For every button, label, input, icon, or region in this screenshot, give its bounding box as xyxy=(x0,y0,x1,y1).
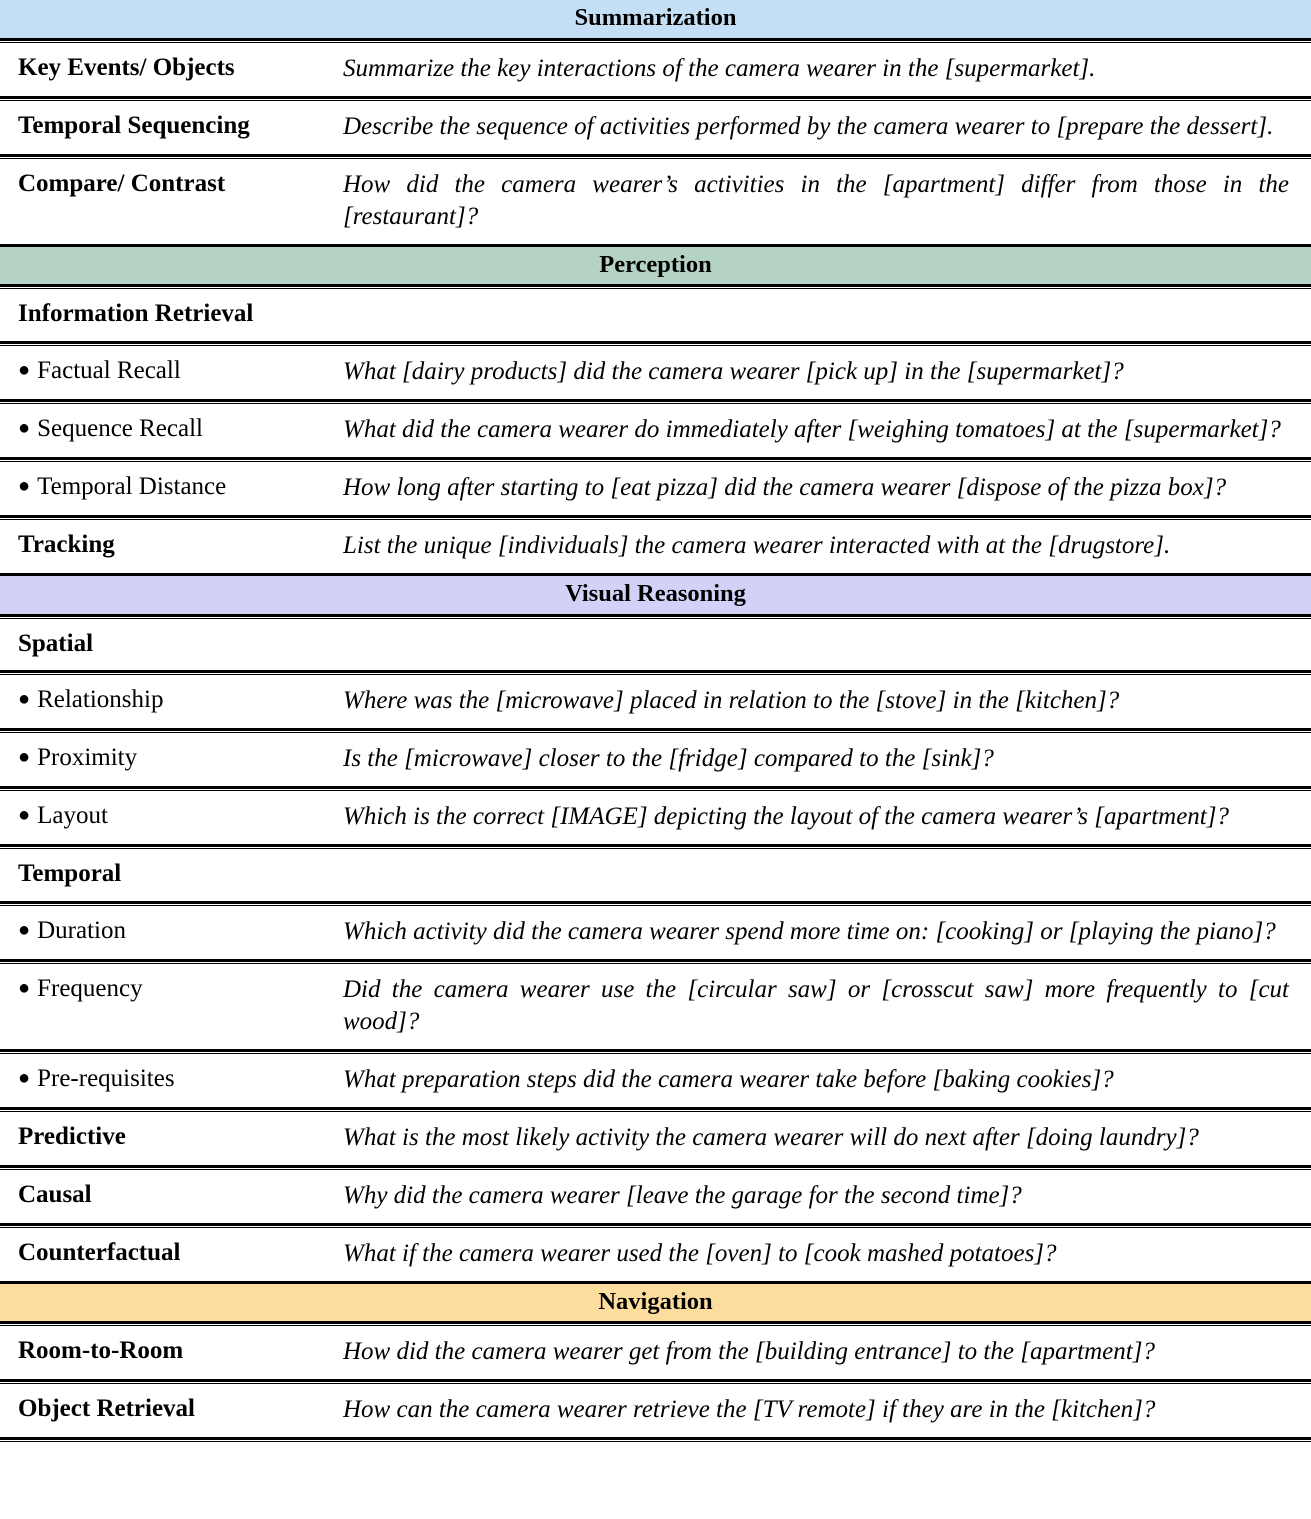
example-question-text: How did the camera wearer get from the [building entrance] to the [apartment]? xyxy=(343,1338,1155,1366)
bullet-icon: ● xyxy=(18,688,31,711)
question-type-text: Object Retrieval xyxy=(18,1395,196,1423)
table-row xyxy=(0,1171,1311,1223)
example-question-text: What preparation steps did the camera wearer take before [baking cookies]? xyxy=(343,1065,1114,1093)
section-title: Summarization xyxy=(0,0,1311,38)
question-type-text: Compare/ Contrast xyxy=(18,169,226,197)
question-type-label xyxy=(0,792,343,844)
table-row xyxy=(0,405,1311,457)
bullet-icon: ● xyxy=(18,358,31,381)
question-type-label xyxy=(0,521,343,573)
example-question-text: What is the most likely activity the camera wearer will do next after [doing laundry]? xyxy=(343,1123,1199,1151)
question-type-text: Sequence Recall xyxy=(37,414,203,442)
table-bottom-rule xyxy=(0,1437,1311,1443)
question-type-text: Relationship xyxy=(37,686,164,714)
question-type-text: Spatial xyxy=(18,629,94,657)
example-question-text: What [dairy products] did the camera wearer [pick up] in the [supermarket]? xyxy=(343,357,1124,385)
table-row xyxy=(0,463,1311,515)
question-type-text: Frequency xyxy=(37,974,143,1002)
question-type-label xyxy=(0,965,343,1049)
example-question xyxy=(343,160,1311,244)
question-type-label xyxy=(0,1229,343,1281)
example-question xyxy=(343,1055,1311,1107)
section-title: Visual Reasoning xyxy=(0,576,1311,614)
table-row xyxy=(0,44,1311,96)
example-question xyxy=(343,521,1311,573)
question-type-text: Temporal Distance xyxy=(37,472,227,500)
example-question-text: Which activity did the camera wearer spend more time on: [cooking] or [playing the piano]? xyxy=(343,917,1276,945)
example-question-text: How can the camera wearer retrieve the [TV remote] if they are in the [kitchen]? xyxy=(343,1396,1156,1424)
question-type-text: Factual Recall xyxy=(37,356,181,384)
table-row xyxy=(0,676,1311,728)
example-question-text: Why did the camera wearer [leave the garage for the second time]? xyxy=(343,1181,1022,1209)
question-type-text: Proximity xyxy=(37,744,138,772)
question-type-text: Tracking xyxy=(18,530,115,558)
example-question xyxy=(343,792,1311,844)
question-type-text: Duration xyxy=(37,916,126,944)
section-header-visual-reasoning xyxy=(0,576,1311,614)
question-type-text: Key Events/ Objects xyxy=(18,53,235,81)
example-question-text: Is the [microwave] closer to the [fridge] compared to the [sink]? xyxy=(343,745,994,773)
example-question-text: List the unique [individuals] the camera wearer interacted with at the [drugstore]. xyxy=(343,531,1171,559)
question-type-label xyxy=(0,1385,343,1437)
section-header-navigation xyxy=(0,1284,1311,1322)
question-type-label xyxy=(0,405,343,457)
section-header-summarization xyxy=(0,0,1311,38)
table-row xyxy=(0,1327,1311,1379)
question-type-label xyxy=(0,676,343,728)
question-type-text: Layout xyxy=(37,802,108,830)
bullet-icon: ● xyxy=(18,746,31,769)
question-type-label xyxy=(0,620,343,671)
example-question xyxy=(343,620,1311,671)
example-question xyxy=(343,290,1311,341)
table-row xyxy=(0,160,1311,244)
question-type-label xyxy=(0,907,343,959)
question-type-label xyxy=(0,734,343,786)
bullet-icon: ● xyxy=(18,1066,31,1089)
table-row xyxy=(0,102,1311,154)
bullet-icon: ● xyxy=(18,416,31,439)
question-type-label xyxy=(0,102,343,154)
question-type-label xyxy=(0,347,343,399)
question-type-text: Pre-requisites xyxy=(37,1064,175,1092)
question-type-label xyxy=(0,1113,343,1165)
question-type-text: Predictive xyxy=(18,1122,126,1150)
question-type-label xyxy=(0,1055,343,1107)
example-question-text: How long after starting to [eat pizza] did the camera wearer [dispose of the pizza box]? xyxy=(343,473,1227,501)
example-question xyxy=(343,1229,1311,1281)
question-type-label xyxy=(0,1327,343,1379)
table-row xyxy=(0,1385,1311,1437)
question-type-text: Temporal xyxy=(18,860,122,888)
example-question-text: Which is the correct [IMAGE] depicting the layout of the camera wearer’s [apartment]? xyxy=(343,803,1229,831)
group-heading-row xyxy=(0,290,1311,341)
example-question-text: Did the camera wearer use the [circular saw] or [crosscut saw] more frequently to [cut wood]? xyxy=(343,975,1289,1035)
example-question xyxy=(343,347,1311,399)
question-type-text: Causal xyxy=(18,1180,92,1208)
question-type-label xyxy=(0,850,343,901)
example-question xyxy=(343,734,1311,786)
table-row xyxy=(0,521,1311,573)
bullet-icon: ● xyxy=(18,474,31,497)
example-question xyxy=(343,1113,1311,1165)
question-type-label xyxy=(0,44,343,96)
table-row xyxy=(0,792,1311,844)
question-type-label xyxy=(0,160,343,244)
question-type-text: Counterfactual xyxy=(18,1238,181,1266)
question-type-label xyxy=(0,463,343,515)
question-type-text: Room-to-Room xyxy=(18,1337,184,1365)
question-type-text: Temporal Sequencing xyxy=(18,111,250,139)
example-question xyxy=(343,1327,1311,1379)
example-question xyxy=(343,1171,1311,1223)
section-header-perception xyxy=(0,247,1311,285)
section-title: Perception xyxy=(0,247,1311,285)
example-question xyxy=(343,405,1311,457)
bullet-icon: ● xyxy=(18,804,31,827)
table-row xyxy=(0,734,1311,786)
example-question-text: Where was the [microwave] placed in relation to the [stove] in the [kitchen]? xyxy=(343,687,1120,715)
section-title: Navigation xyxy=(0,1284,1311,1322)
bullet-icon: ● xyxy=(18,976,31,999)
table-row xyxy=(0,1055,1311,1107)
question-type-text: Information Retrieval xyxy=(18,300,254,328)
example-question xyxy=(343,676,1311,728)
bullet-icon: ● xyxy=(18,918,31,941)
example-question-text: What if the camera wearer used the [oven] to [cook mashed potatoes]? xyxy=(343,1239,1057,1267)
example-question-text: Describe the sequence of activities performed by the camera wearer to [prepare the dessert]. xyxy=(343,112,1274,140)
question-type-label xyxy=(0,1171,343,1223)
table-row xyxy=(0,347,1311,399)
table-row xyxy=(0,1229,1311,1281)
example-question xyxy=(343,965,1311,1049)
example-question xyxy=(343,1385,1311,1437)
example-question xyxy=(343,463,1311,515)
horizontal-rule xyxy=(0,1437,1311,1443)
group-heading-row xyxy=(0,850,1311,901)
example-question xyxy=(343,907,1311,959)
example-question-text: How did the camera wearer’s activities in the [apartment] differ from those in the [restaurant]? xyxy=(343,170,1289,230)
example-question xyxy=(343,850,1311,901)
example-question-text: What did the camera wearer do immediately after [weighing tomatoes] at the [supermarket]? xyxy=(343,415,1281,443)
table-row xyxy=(0,1113,1311,1165)
example-question-text: Summarize the key interactions of the camera wearer in the [supermarket]. xyxy=(343,54,1096,82)
group-heading-row xyxy=(0,620,1311,671)
table-row xyxy=(0,965,1311,1049)
question-type-label xyxy=(0,290,343,341)
example-question xyxy=(343,44,1311,96)
example-question xyxy=(343,102,1311,154)
table-row xyxy=(0,907,1311,959)
